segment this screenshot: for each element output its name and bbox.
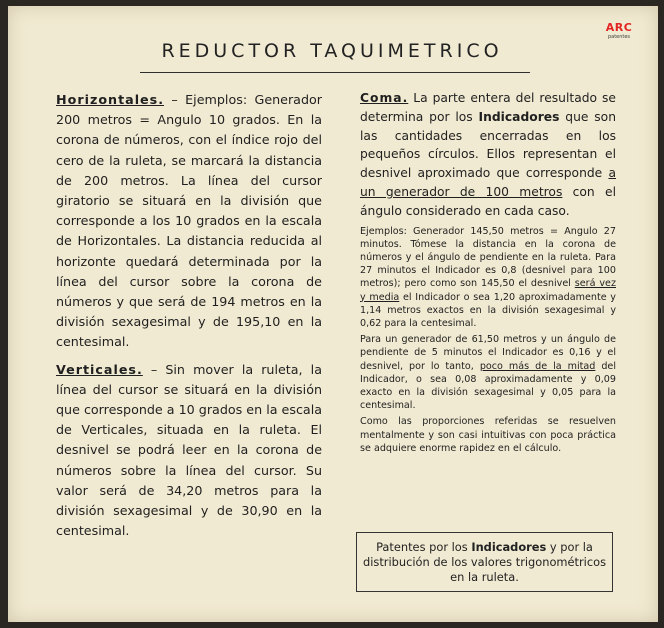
example-2-a: Para un generador de 61,50 metros y un ángulo de pendiente de 5 minutos el Indicador es 0,16 y el desnivel, por lo tanto,: [360, 334, 616, 372]
left-column: [56, 90, 322, 541]
example-1-c: el Indicador o sea 1,20 aproximadamente y 1,14 metros exactos en la división sexagesimal y 0,62 para la centesimal.: [360, 291, 616, 329]
horizontales-heading: Horizontales.: [56, 92, 165, 107]
verticales-text: – Sin mover la ruleta, la línea del cursor se situará en la división que corresponde a 10 grados en la escala de Verticales, situada en la ruleta. El desnivel se podrá leer en la corona de números sobre la línea del cursor. Su valor será de 34,20 metros para la división sexagesimal y de 30,90 en la centesimal.: [56, 361, 322, 539]
coma-indicadores: Indicadores: [478, 109, 560, 124]
example-3: Como las proporciones referidas se resuelven mentalmente y son casi intuitivas con poca práctica se adquiere enorme rapidez en el cálculo.: [360, 416, 616, 454]
example-1-emphasis: será vez y media: [360, 278, 616, 303]
horizontales-text: – Ejemplos: Generador 200 metros = Angulo 10 grados. En la corona de números, con el índice rojo del cero de la ruleta, se marcará la distancia de 200 metros. La línea del cursor giratorio se situará en la división que corresponde a los 10 grados en la escala de Horizontales. La distancia reducida al horizonte quedará determinada por la línea del cursor sobre la corona de números y que será de 194 metros en la división sexagesimal y de 195,10 en la centesimal.: [56, 92, 322, 350]
example-1: [360, 225, 616, 331]
coma-text-a: La parte entera del resultado se determina por los: [360, 91, 616, 124]
example-2: [360, 333, 616, 412]
logo-subtext: patentes: [607, 34, 631, 40]
example-2-emphasis: poco más de la mitad: [479, 360, 596, 372]
patent-note-box: [356, 532, 613, 592]
patent-text-a: Patentes por los: [376, 539, 472, 554]
brand-logo: [604, 22, 634, 40]
coma-emphasis: a un generador de 100 metros: [360, 166, 616, 199]
patent-note: [363, 540, 606, 585]
page-title: REDUCTOR TAQUIMETRICO: [161, 40, 503, 62]
patent-indicadores: Indicadores: [471, 539, 547, 554]
coma-text-e: con el ángulo considerado en cada caso.: [360, 184, 616, 218]
example-2-c: del Indicador, o sea 0,08 aproximadamente y 0,09 exacto en la división sexagesimal y 0,05 para la centesimal.: [360, 360, 616, 412]
coma-heading: Coma.: [360, 91, 409, 105]
verticales-paragraph: [56, 360, 322, 542]
verticales-heading: Verticales.: [56, 361, 143, 377]
horizontales-paragraph: [56, 90, 322, 353]
title-underline: [140, 72, 530, 73]
coma-text-c: que son las cantidades encerradas en los pequeños círculos. Ellos representan el desnivel aproximado que corresponde: [360, 109, 616, 181]
patent-text-c: y por la distribución de los valores trigonométricos en la ruleta.: [363, 539, 607, 584]
right-column: [360, 89, 616, 455]
example-1-a: Ejemplos: Generador 145,50 metros = Angulo 27 minutos. Tómese la distancia en la corona de números y el ángulo de pendiente en la ruleta. Para 27 minutos el Indicador es 0,8 (desnivel para 100 metros); pero como son 145,50 el desnivel: [360, 225, 616, 290]
coma-paragraph: [360, 89, 616, 221]
logo-mark: ARC: [605, 21, 633, 34]
